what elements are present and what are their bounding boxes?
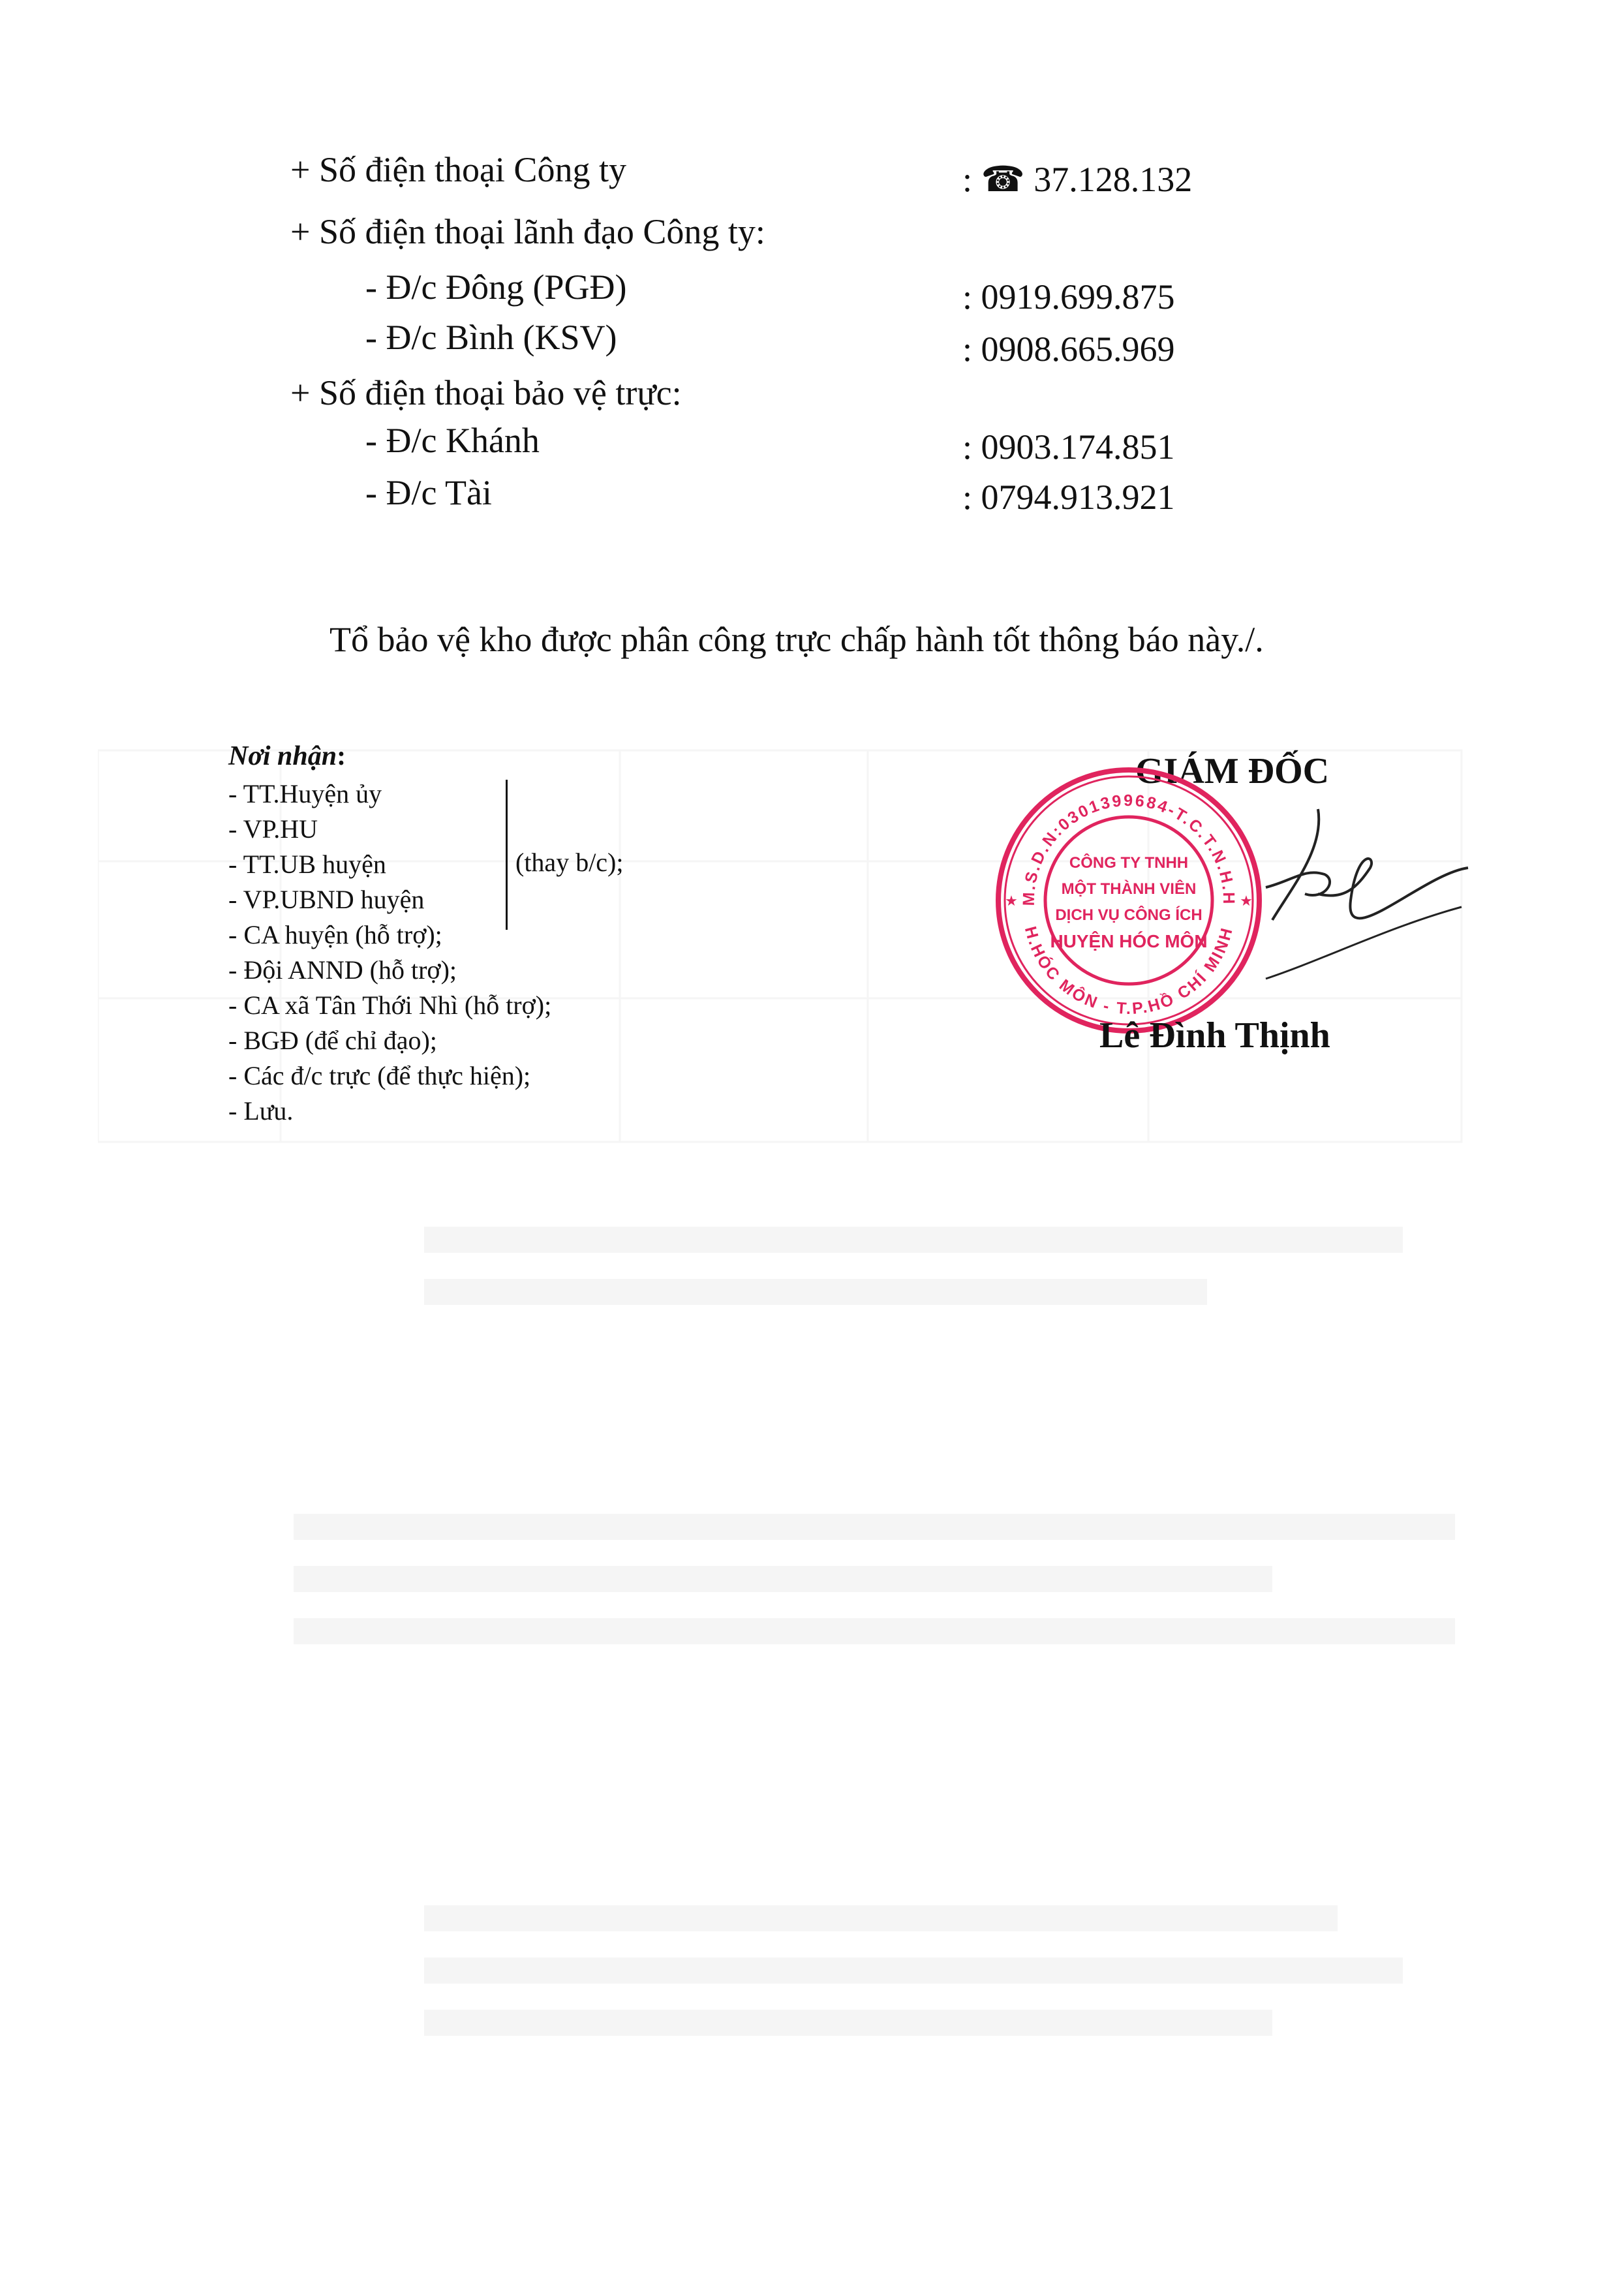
recipient-item: - CA xã Tân Thới Nhì (hỗ trợ); [228,990,552,1020]
company-phone-value: : ☎ 37.128.132 [962,160,1193,199]
signer-name: Lê Đình Thịnh [1099,1015,1330,1056]
closing-sentence: Tổ bảo vệ kho được phân công trực chấp hành tốt thông báo này./. [329,620,1264,659]
guards-phone-label: + Số điện thoại bảo vệ trực: [290,373,682,412]
recipient-item: - BGĐ (để chỉ đạo); [228,1026,437,1055]
recipient-item: - TT.UB huyện [228,850,386,879]
handwritten-signature [1227,770,1475,985]
guard-name: - Đ/c Khánh [365,421,540,460]
recipient-item: - TT.Huyện ủy [228,779,382,808]
recipients-bracket [506,780,508,930]
seal-line-2: MỘT THÀNH VIÊN [1061,880,1197,898]
guard-phone: : 0903.174.851 [962,427,1175,467]
recipients-title [228,741,346,772]
company-phone-label: + Số điện thoại Công ty [290,150,626,189]
leader-phone: : 0908.665.969 [962,330,1175,369]
recipients-title-colon: : [337,741,346,771]
recipients-bracket-note: (thay b/c); [515,848,624,877]
svg-text:★: ★ [1005,893,1018,909]
recipient-item: - Các đ/c trực (để thực hiện); [228,1061,531,1090]
seal-line-4: HUYỆN HÓC MÔN [1050,931,1208,951]
recipient-item: - Đội ANND (hỗ trợ); [228,955,457,985]
recipient-item: - VP.UBND huyện [228,885,425,914]
leader-name: - Đ/c Đông (PGĐ) [365,268,627,307]
guard-phone: : 0794.913.921 [962,478,1175,517]
recipients-list [228,776,551,1129]
leader-phone: : 0919.699.875 [962,277,1175,316]
svg-text:★: ★ [1240,893,1253,909]
signature-title: GIÁM ĐỐC [1135,751,1330,791]
guard-name: - Đ/c Tài [365,473,492,512]
seal-line-1: CÔNG TY TNHH [1069,854,1189,872]
recipient-item: - VP.HU [228,814,318,844]
recipient-item: - Lưu. [228,1096,294,1126]
leader-name: - Đ/c Bình (KSV) [365,318,617,357]
recipient-item: - CA huyện (hỗ trợ); [228,920,442,949]
seal-ring-top: M.S.D.N:0301399684-T.C.T.N.H.H [1019,791,1238,906]
recipients-title-text: Nơi nhận [228,741,337,771]
leaders-phone-label: + Số điện thoại lãnh đạo Công ty: [290,212,765,251]
seal-ring-bottom: H.HÓC MÔN - T.P.HỒ CHÍ MINH [1020,924,1237,1019]
seal-graphic [998,770,1259,1031]
seal-line-3: DỊCH VỤ CÔNG ÍCH [1055,906,1203,924]
